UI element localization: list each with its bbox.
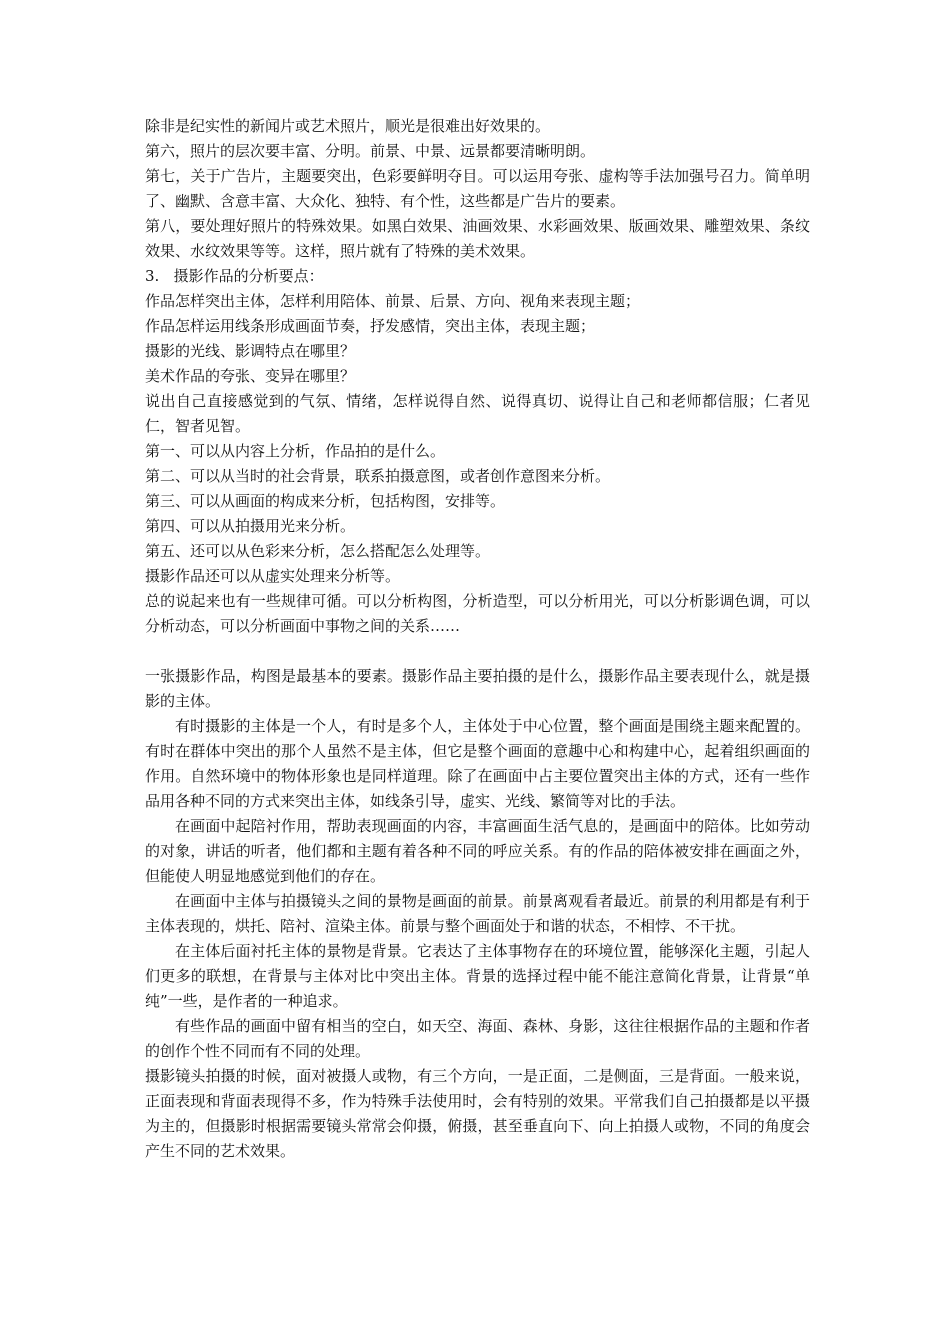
paragraph: 有些作品的画面中留有相当的空白，如天空、海面、森林、身影，这往往根据作品的主题和作者的创作个性不同而有不同的处理。 [145,1017,810,1060]
paragraph: 摄影的光线、影调特点在哪里？ [145,342,356,360]
paragraph: 第四、可以从拍摄用光来分析。 [145,517,356,535]
paragraph: 摄影作品还可以从虚实处理来分析等。 [145,567,401,585]
paragraph: 总的说起来也有一些规律可循。可以分析构图，分析造型，可以分析用光，可以分析影调色调，可以分析动态，可以分析画面中事物之间的关系…… [145,592,810,635]
paragraph: 第二、可以从当时的社会背景，联系拍摄意图，或者创作意图来分析。 [145,467,611,485]
paragraph: 美术作品的夸张、变异在哪里？ [145,367,356,385]
paragraph: 在主体后面衬托主体的景物是背景。它表达了主体事物存在的环境位置，能够深化主题，引起人们更多的联想，在背景与主体对比中突出主体。背景的选择过程中能不能注意简化背景，让背景“单纯”一些，是作者的一种追求。 [145,942,810,1010]
paragraph: 第六，照片的层次要丰富、分明。前景、中景、远景都要清晰明朗。 [145,142,596,160]
paragraph: 在画面中主体与拍摄镜头之间的景物是画面的前景。前景离观看者最近。前景的利用都是有利于主体表现的，烘托、陪衬、渲染主体。前景与整个画面处于和谐的状态，不相悖、不干扰。 [145,892,810,935]
paragraph: 第七，关于广告片，主题要突出，色彩要鲜明夺目。可以运用夸张、虚构等手法加强号召力。简单明了、幽默、含意丰富、大众化、独特、有个性，这些都是广告片的要素。 [145,167,810,210]
paragraph: 一张摄影作品，构图是最基本的要素。摄影作品主要拍摄的是什么，摄影作品主要表现什么，就是摄影的主体。 [145,667,810,710]
paragraph: 第三、可以从画面的构成来分析，包括构图，安排等。 [145,492,506,510]
blank-line [145,639,810,664]
paragraph: 有时摄影的主体是一个人，有时是多个人，主体处于中心位置，整个画面是围绕主题来配置的。有时在群体中突出的那个人虽然不是主体，但它是整个画面的意趣中心和构建中心，起着组织画面的作用。自然环境中的物体形象也是同样道理。除了在画面中占主要位置突出主体的方式，还有一些作品用各种不同的方式来突出主体，如线条引导，虚实、光线、繁简等对比的手法。 [145,717,810,810]
paragraph: 在画面中起陪衬作用，帮助表现画面的内容，丰富画面生活气息的，是画面中的陪体。比如劳动的对象，讲话的听者，他们都和主题有着各种不同的呼应关系。有的作品的陪体被安排在画面之外，但能使人明显地感觉到他们的存在。 [145,817,810,885]
paragraph: 作品怎样突出主体，怎样利用陪体、前景、后景、方向、视角来表现主题； [145,292,641,310]
document-body [145,114,810,1164]
paragraph: 第五、还可以从色彩来分析，怎么搭配怎么处理等。 [145,542,491,560]
section-heading: 3. 摄影作品的分析要点： [145,267,324,285]
paragraph: 除非是纪实性的新闻片或艺术照片，顺光是很难出好效果的。 [145,117,551,135]
paragraph: 第一、可以从内容上分析，作品拍的是什么。 [145,442,446,460]
paragraph: 第八，要处理好照片的特殊效果。如黑白效果、油画效果、水彩画效果、版画效果、雕塑效果、条纹效果、水纹效果等等。这样，照片就有了特殊的美术效果。 [145,217,810,260]
paragraph: 作品怎样运用线条形成画面节奏，抒发感情，突出主体，表现主题； [145,317,596,335]
paragraph: 摄影镜头拍摄的时候，面对被摄人或物，有三个方向，一是正面，二是侧面，三是背面。一般来说，正面表现和背面表现得不多，作为特殊手法使用时，会有特别的效果。平常我们自己拍摄都是以平摄为主的，但摄影时根据需要镜头常常会仰摄，俯摄，甚至垂直向下、向上拍摄人或物，不同的角度会产生不同的艺术效果。 [145,1067,810,1160]
paragraph: 说出自己直接感觉到的气氛、情绪，怎样说得自然、说得真切、说得让自己和老师都信服；仁者见仁，智者见智。 [145,392,810,435]
